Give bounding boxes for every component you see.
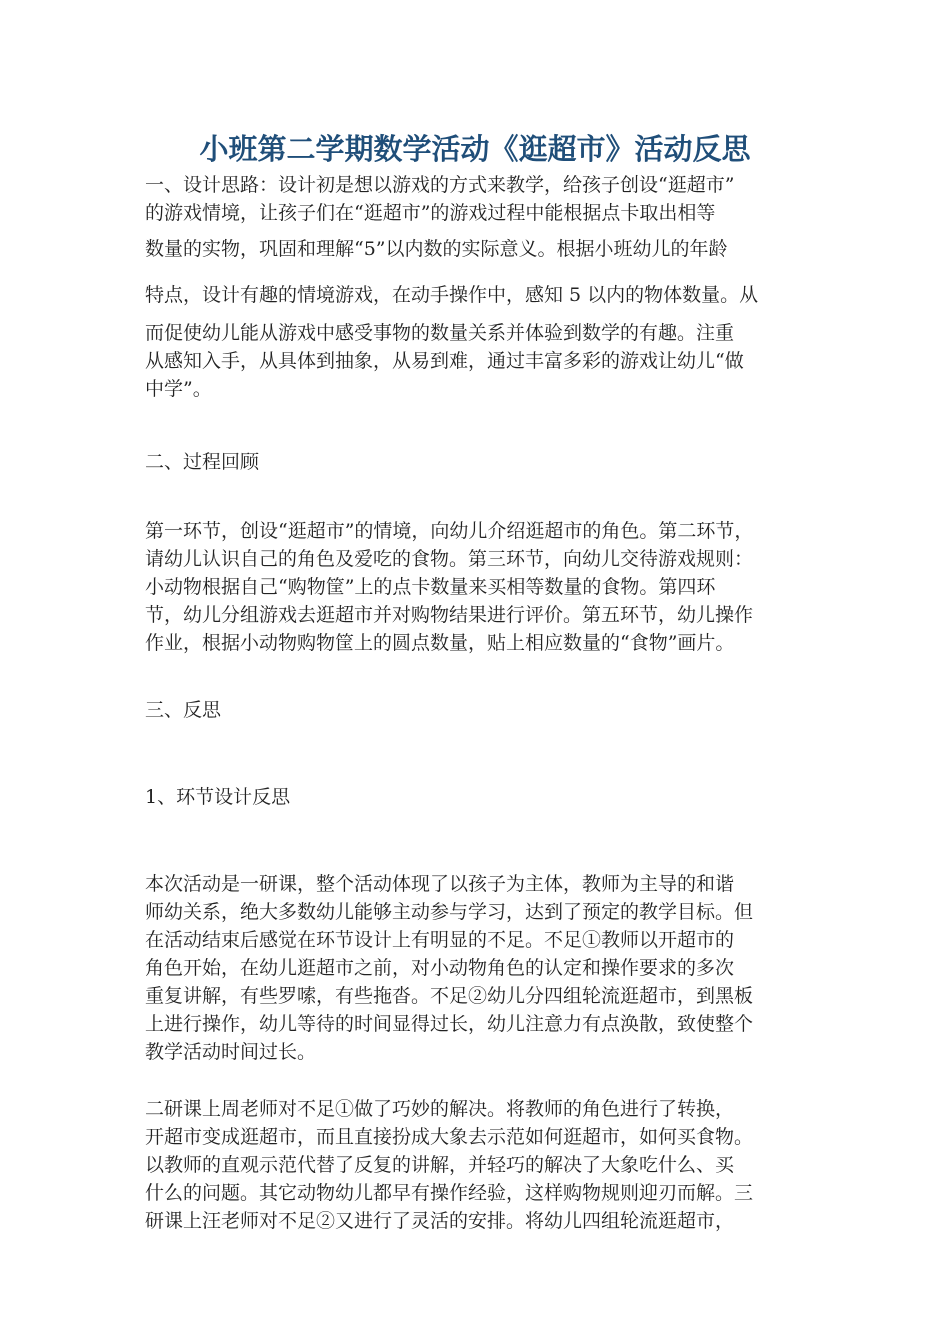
paragraph-line: 一、设计思路：设计初是想以游戏的方式来教学，给孩子创设“逛超市” [145, 174, 735, 196]
paragraph-line: 重复讲解，有些罗嗦，有些拖沓。不足②幼儿分四组轮流逛超市，到黑板 [145, 985, 754, 1007]
section-heading-reflection: 三、反思 [145, 699, 222, 721]
paragraph-line: 节，幼儿分组游戏去逛超市并对购物结果进行评价。第五环节，幼儿操作 [145, 604, 754, 626]
paragraph-line: 二研课上周老师对不足①做了巧妙的解决。将教师的角色进行了转换， [145, 1098, 735, 1120]
paragraph-line: 上进行操作，幼儿等待的时间显得过长，幼儿注意力有点涣散，致使整个 [145, 1013, 754, 1035]
paragraph-line: 小动物根据自己“购物筐”上的点卡数量来买相等数量的食物。第四环 [145, 576, 716, 598]
paragraph-line: 的游戏情境，让孩子们在“逛超市”的游戏过程中能根据点卡取出相等 [145, 202, 716, 224]
paragraph-line: 开超市变成逛超市，而且直接扮成大象去示范如何逛超市，如何买食物。 [145, 1126, 754, 1148]
paragraph-line: 请幼儿认识自己的角色及爱吃的食物。第三环节，向幼儿交待游戏规则： [145, 548, 754, 570]
paragraph-line: 以教师的直观示范代替了反复的讲解，并轻巧的解决了大象吃什么、买 [145, 1154, 735, 1176]
paragraph-line: 而促使幼儿能从游戏中感受事物的数量关系并体验到数学的有趣。注重 [145, 322, 735, 344]
subsection-heading-design: 1、环节设计反思 [145, 786, 291, 808]
paragraph-line: 中学”。 [145, 378, 212, 400]
paragraph-line: 在活动结束后感觉在环节设计上有明显的不足。不足①教师以开超市的 [145, 929, 735, 951]
design-idea-paragraph [145, 171, 815, 403]
process-paragraph [145, 517, 815, 657]
paragraph-line: 特点，设计有趣的情境游戏，在动手操作中，感知 5 以内的物体数量。从 [145, 284, 759, 306]
paragraph-line: 从感知入手，从具体到抽象，从易到难，通过丰富多彩的游戏让幼儿“做 [145, 350, 744, 372]
paragraph-line: 什么的问题。其它动物幼儿都早有操作经验，这样购物规则迎刃而解。三 [145, 1182, 754, 1204]
section-heading-process: 二、过程回顾 [145, 451, 260, 473]
paragraph-line: 本次活动是一研课，整个活动体现了以孩子为主体，教师为主导的和谐 [145, 873, 735, 895]
document-title: 小班第二学期数学活动《逛超市》活动反思 [199, 132, 751, 166]
paragraph-line: 教学活动时间过长。 [145, 1041, 317, 1063]
paragraph-line: 角色开始，在幼儿逛超市之前，对小动物角色的认定和操作要求的多次 [145, 957, 735, 979]
reflection-paragraph-1 [145, 870, 815, 1066]
paragraph-line: 作业，根据小动物购物筐上的圆点数量，贴上相应数量的“食物”画片。 [145, 632, 735, 654]
paragraph-line: 研课上汪老师对不足②又进行了灵活的安排。将幼儿四组轮流逛超市， [145, 1210, 735, 1232]
paragraph-line: 师幼关系，绝大多数幼儿能够主动参与学习，达到了预定的教学目标。但 [145, 901, 754, 923]
reflection-paragraph-2 [145, 1095, 815, 1235]
paragraph-line: 数量的实物，巩固和理解“5”以内数的实际意义。根据小班幼儿的年龄 [145, 238, 728, 260]
paragraph-line: 第一环节，创设“逛超市”的情境，向幼儿介绍逛超市的角色。第二环节， [145, 520, 754, 542]
